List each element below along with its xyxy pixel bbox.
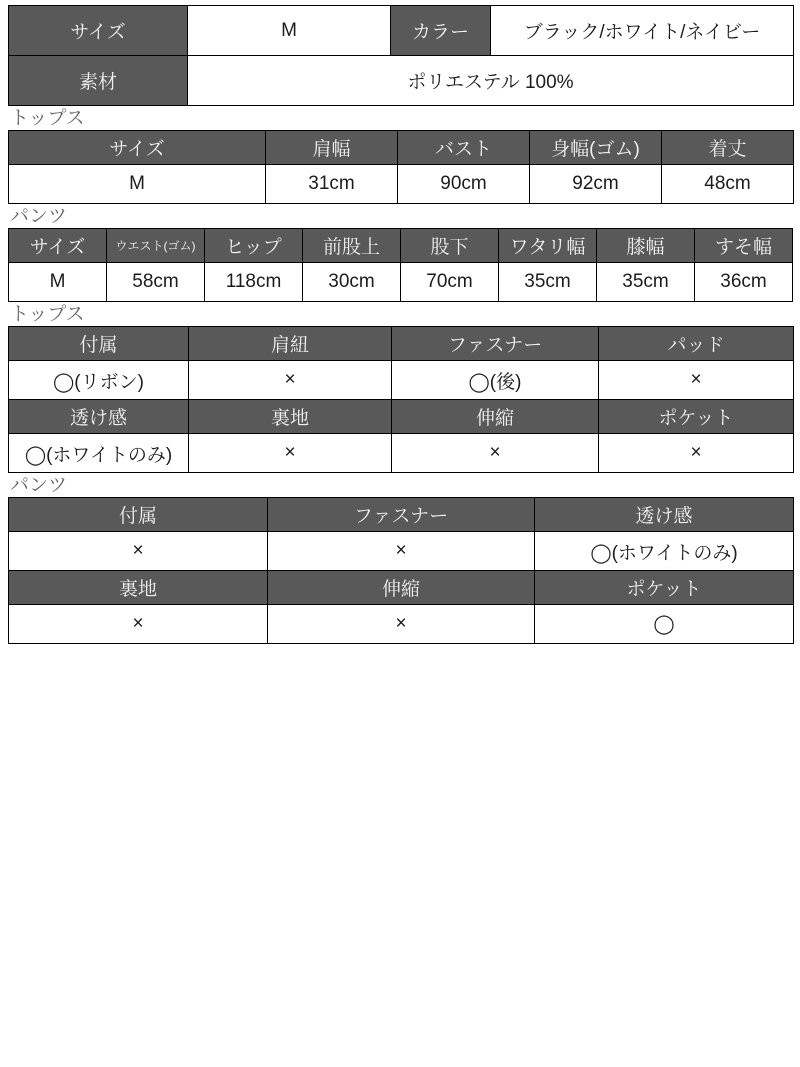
pants-stretch-header: 伸縮 [268,571,535,605]
size-value: M [188,6,391,56]
pants-pocket-header: ポケット [535,571,794,605]
tops-pad-header: パッド [599,327,794,361]
pants-sheerness-header: 透け感 [535,498,794,532]
tops-stretch-header: 伸縮 [392,400,599,434]
product-summary-table [8,5,794,106]
pants-knee-value: 35cm [597,263,695,302]
pants-thigh-header: ワタリ幅 [499,229,597,263]
pants-hem-value: 36cm [695,263,793,302]
tops-strap-value: × [189,361,392,400]
pants-inseam-value: 70cm [401,263,499,302]
section-label-tops-spec: トップス [10,304,85,325]
pants-thigh-value: 35cm [499,263,597,302]
color-header: カラー [391,6,491,56]
section-label-tops-size: トップス [10,108,85,129]
tops-lining-header: 裏地 [189,400,392,434]
pants-accessory-header: 付属 [9,498,268,532]
tops-length-header: 着丈 [662,131,794,165]
tops-pad-value: × [599,361,794,400]
tops-shoulder-value: 31cm [266,165,398,204]
tops-accessory-header: 付属 [9,327,189,361]
pants-frontrise-header: 前股上 [303,229,401,263]
pants-lining-value: × [9,605,268,644]
pants-accessory-value: × [9,532,268,571]
pants-size-value: M [9,263,107,302]
pants-inseam-header: 股下 [401,229,499,263]
section-label-pants-size: パンツ [10,206,68,227]
pants-waist-value: 58cm [107,263,205,302]
tops-stretch-value: × [392,434,599,473]
tops-pocket-header: ポケット [599,400,794,434]
tops-lining-value: × [189,434,392,473]
pants-hem-header: すそ幅 [695,229,793,263]
tops-zipper-value: ◯(後) [392,361,599,400]
tops-size-table [8,130,794,204]
pants-pocket-value: ◯ [535,605,794,644]
tops-bodywidth-value: 92cm [530,165,662,204]
tops-bust-value: 90cm [398,165,530,204]
tops-pocket-value: × [599,434,794,473]
pants-size-col-header: サイズ [9,229,107,263]
tops-zipper-header: ファスナー [392,327,599,361]
pants-stretch-value: × [268,605,535,644]
pants-zipper-header: ファスナー [268,498,535,532]
pants-hip-header: ヒップ [205,229,303,263]
pants-hip-value: 118cm [205,263,303,302]
tops-sheerness-header: 透け感 [9,400,189,434]
size-header: サイズ [9,6,188,56]
pants-waist-header: ウエスト(ゴム) [107,229,205,263]
color-value: ブラック/ホワイト/ネイビー [491,6,794,56]
tops-strap-header: 肩紐 [189,327,392,361]
tops-shoulder-header: 肩幅 [266,131,398,165]
tops-sheerness-value: ◯(ホワイトのみ) [9,434,189,473]
pants-spec-table [8,497,794,644]
tops-bust-header: バスト [398,131,530,165]
pants-frontrise-value: 30cm [303,263,401,302]
tops-length-value: 48cm [662,165,794,204]
tops-size-col-header: サイズ [9,131,266,165]
tops-accessory-value: ◯(リボン) [9,361,189,400]
tops-size-value: M [9,165,266,204]
pants-size-table [8,228,793,302]
material-header: 素材 [9,56,188,106]
pants-sheerness-value: ◯(ホワイトのみ) [535,532,794,571]
material-value: ポリエステル 100% [188,56,794,106]
section-label-pants-spec: パンツ [10,475,68,496]
pants-lining-header: 裏地 [9,571,268,605]
tops-spec-table [8,326,794,473]
pants-knee-header: 膝幅 [597,229,695,263]
tops-bodywidth-header: 身幅(ゴム) [530,131,662,165]
pants-zipper-value: × [268,532,535,571]
